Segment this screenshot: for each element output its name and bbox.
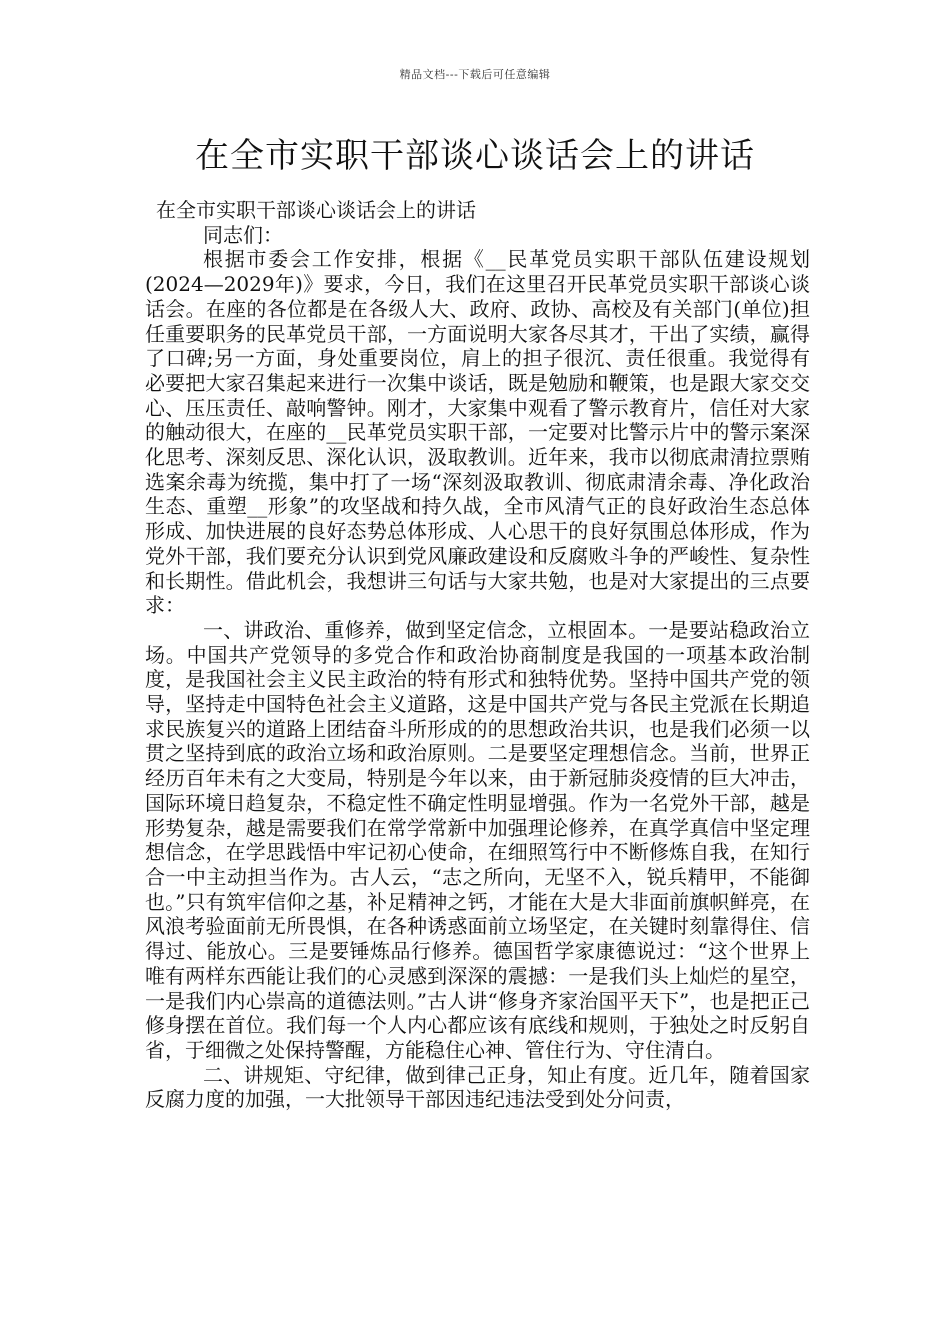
paragraph-section-two: 二、讲规矩、守纪律，做到律己正身，知止有度。近几年，随着国家反腐力度的加强，一大批领导干部因违纪违法受到处分问责， — [145, 1062, 810, 1112]
document-body — [145, 198, 810, 1112]
paragraph-intro: 根据市委会工作安排，根据《__民革党员实职干部队伍建设规划(2024—2029年)》要求，今日，我们在这里召开民革党员实职干部谈心谈话会。在座的各位都是在各级人大、政府、政协、高校及有关部门(单位)担任重要职务的民革党员干部，一方面说明大家各尽其才，干出了实绩，赢得了口碑;另一方面，身处重要岗位，肩上的担子很沉、责任很重。我觉得有必要把大家召集起来进行一次集中谈话，既是勉励和鞭策，也是跟大家交交心、压压责任、敲响警钟。刚才，大家集中观看了警示教育片，信任对大家的触动很大，在座的__民革党员实职干部，一定要对比警示片中的警示案深化思考、深刻反思、深化认识，汲取教训。近年来，我市以彻底肃清拉票贿选案余毒为统揽，集中打了一场“深刻汲取教训、彻底肃清余毒、净化政治生态、重塑__形象”的攻坚战和持久战，全市风清气正的良好政治生态总体形成、加快进展的良好态势总体形成、人心思干的良好氛围总体形成，作为党外干部，我们要充分认识到党风廉政建设和反腐败斗争的严峻性、复杂性和长期性。借此机会，我想讲三句话与大家共勉，也是对大家提出的三点要求： — [145, 247, 810, 618]
header-note: 精品文档---下载后可任意编辑 — [399, 68, 551, 81]
document-subtitle: 在全市实职干部谈心谈话会上的讲话 — [156, 198, 476, 222]
salutation: 同志们： — [203, 222, 283, 247]
paragraph-section-one: 一、讲政治、重修养，做到坚定信念，立根固本。一是要站稳政治立场。中国共产党领导的多党合作和政治协商制度是我国的一项基本政治制度，是我国社会主义民主政治的特有形式和独特优势。坚持中国共产党的领导，坚持走中国特色社会主义道路，这是中国共产党与各民主党派在长期追求民族复兴的道路上团结奋斗所形成的的思想政治共识，也是我们必须一以贯之坚持到底的政治立场和政治原则。二是要坚定理想信念。当前，世界正经历百年未有之大变局，特别是今年以来，由于新冠肺炎疫情的巨大冲击，国际环境日趋复杂，不稳定性不确定性明显增强。作为一名党外干部，越是形势复杂，越是需要我们在常学常新中加强理论修养，在真学真信中坚定理想信念，在学思践悟中牢记初心使命，在细照笃行中不断修炼自我，在知行合一中主动担当作为。古人云，“志之所向，无坚不入，锐兵精甲，不能御也。”只有筑牢信仰之基，补足精神之钙，才能在大是大非面前旗帜鲜亮，在风浪考验面前无所畏惧，在各种诱惑面前立场坚定，在关键时刻靠得住、信得过、能放心。三是要锤炼品行修养。德国哲学家康德说过：“这个世界上唯有两样东西能让我们的心灵感到深深的震撼：一是我们头上灿烂的星空，一是我们内心崇高的道德法则。”古人讲“修身齐家治国平天下”，也是把正己修身摆在首位。我们每一个人内心都应该有底线和规则，于独处之时反躬自省，于细微之处保持警醒，方能稳住心神、管住行为、守住清白。 — [145, 617, 810, 1062]
document-title: 在全市实职干部谈心谈话会上的讲话 — [195, 136, 755, 176]
